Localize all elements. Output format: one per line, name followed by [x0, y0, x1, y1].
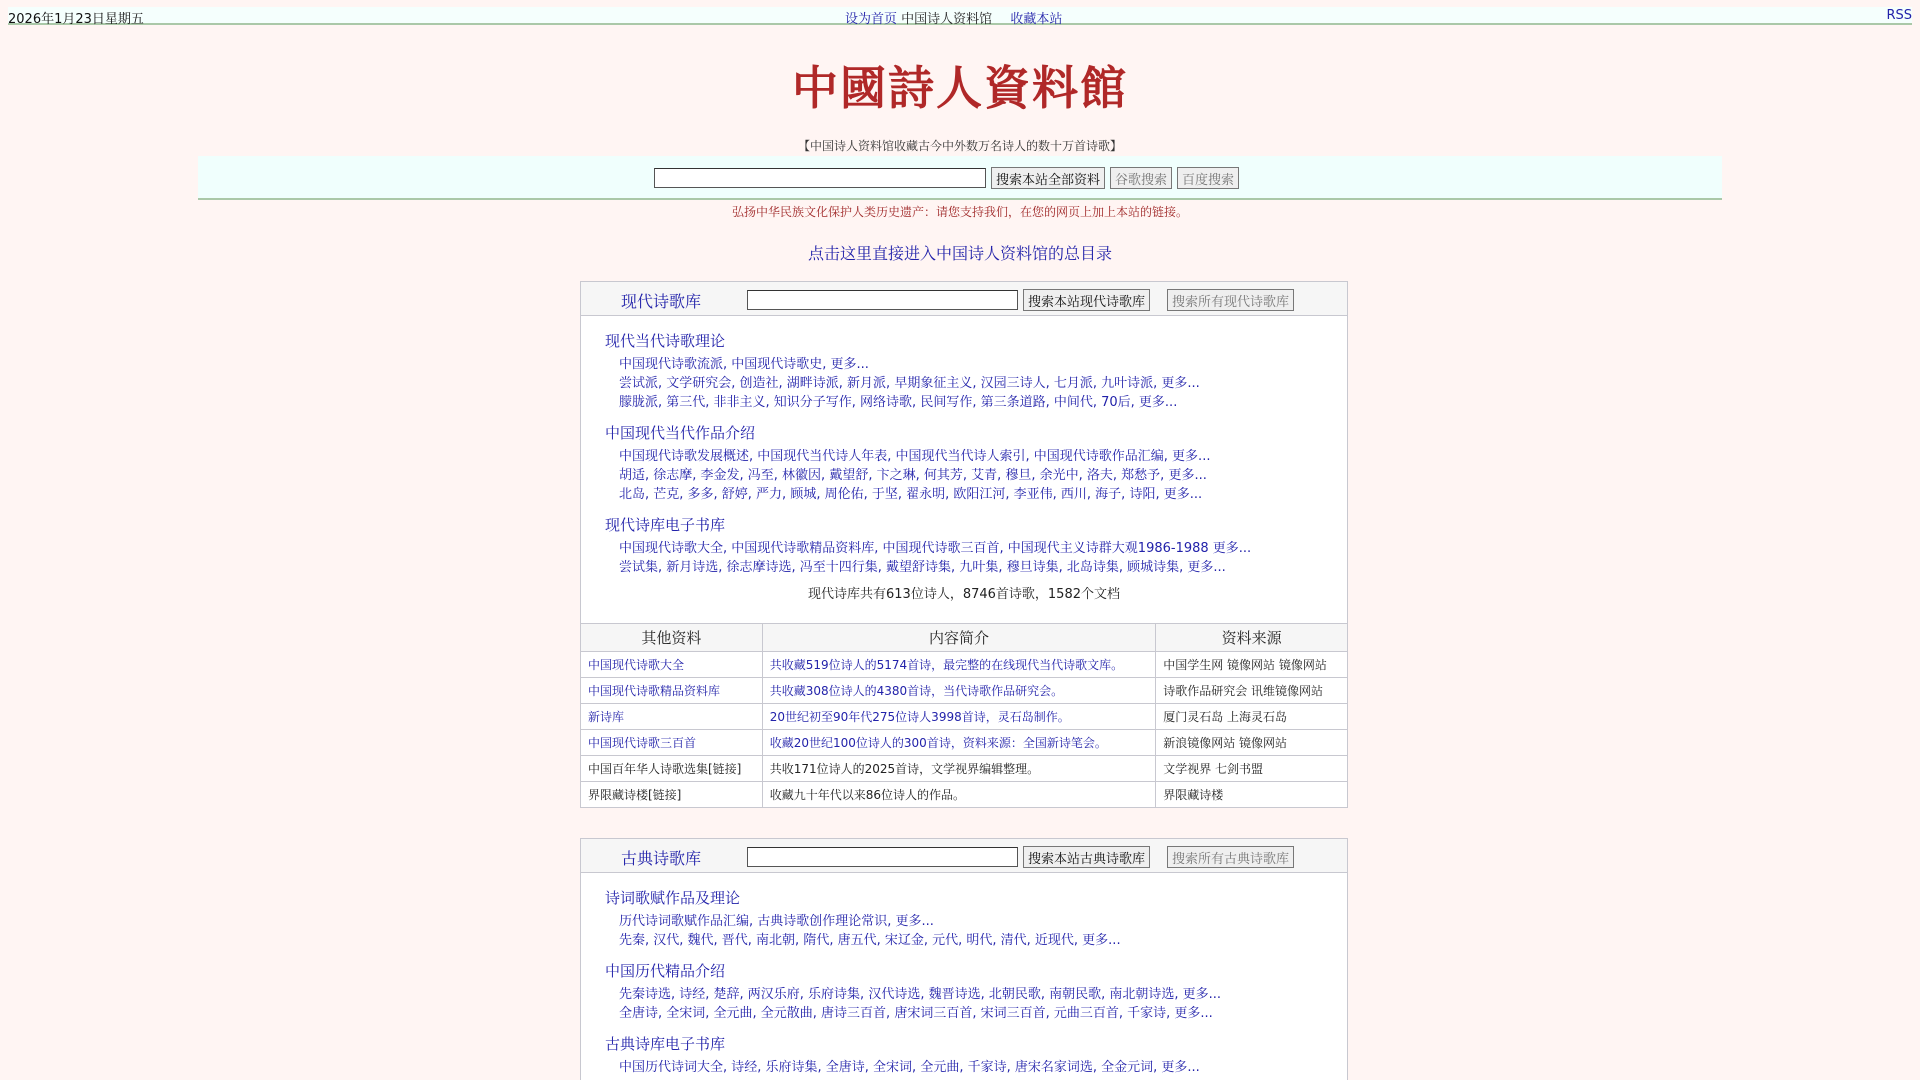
link-line[interactable]: 尝试集, 新月诗选, 徐志摩诗选, 冯至十四行集, 戴望舒诗集, 九叶集, 穆旦诗集, 北岛诗集, 顾城诗集, 更多... [619, 560, 1226, 575]
baidu-search-button[interactable]: 百度搜索 [1177, 167, 1239, 189]
resource-source[interactable]: 新浪镜像网站 镜像网站 [1156, 730, 1348, 756]
resource-name[interactable]: 界限藏诗楼[链接] [581, 782, 763, 808]
modern-panel-header [581, 282, 1347, 316]
resource-source[interactable]: 文学视界 七剑书盟 [1156, 756, 1348, 782]
modern-poetry-panel [580, 281, 1348, 624]
section-modern-ebooks[interactable]: 现代诗库电子书库 [605, 516, 726, 534]
section-classic-ebooks[interactable]: 古典诗库电子书库 [605, 1035, 726, 1053]
modern-search-input[interactable] [747, 290, 1018, 310]
section-classic-works[interactable]: 中国历代精品介绍 [605, 962, 726, 980]
classic-search-site-button[interactable]: 搜索本站古典诗歌库 [1023, 846, 1150, 868]
site-name-text: 中国诗人资料馆 [901, 12, 993, 27]
rss-link[interactable]: RSS [1886, 8, 1912, 23]
resource-desc[interactable]: 共收藏519位诗人的5174首诗，最完整的在线现代当代诗歌文库。 [762, 652, 1156, 678]
classic-search-input[interactable] [747, 847, 1018, 867]
table-header-row [581, 624, 1348, 652]
resource-name[interactable]: 中国现代诗歌精品资料库 [581, 678, 763, 704]
modern-search-site-button[interactable]: 搜索本站现代诗歌库 [1023, 289, 1150, 311]
directory-link[interactable]: 点击这里直接进入中国诗人资料馆的总目录 [807, 244, 1112, 263]
site-logo: 中國詩人資料館 [792, 61, 1128, 115]
link-line[interactable]: 历代诗词歌赋作品汇编, 古典诗歌创作理论常识, 更多... [619, 914, 934, 929]
table-row [581, 756, 1348, 782]
top-nav [845, 8, 1062, 27]
link-line[interactable]: 北岛, 芒克, 多多, 舒婷, 严力, 顾城, 周伦佑, 于坚, 翟永明, 欧阳江河, 李亚伟, 西川, 海子, 诗阳, 更多... [619, 487, 1203, 502]
current-date: 2026年1月23日星期五 [8, 12, 144, 27]
resource-desc: 收藏九十年代以来86位诗人的作品。 [762, 782, 1156, 808]
resource-desc[interactable]: 20世纪初至90年代275位诗人3998首诗，灵石岛制作。 [762, 704, 1156, 730]
col-header-other: 其他资料 [581, 624, 763, 652]
resource-name[interactable]: 新诗库 [581, 704, 763, 730]
table-row [581, 652, 1348, 678]
table-row [581, 730, 1348, 756]
resource-desc[interactable]: 收藏20世纪100位诗人的300首诗，资料来源：全国新诗笔会。 [762, 730, 1156, 756]
classic-panel-header [581, 839, 1347, 873]
link-line[interactable]: 全唐诗, 全宋词, 全元曲, 全元散曲, 唐诗三百首, 唐宋词三百首, 宋词三百首, 元曲三百首, 千家诗, 更多... [619, 1006, 1213, 1021]
table-row [581, 678, 1348, 704]
top-bar [8, 7, 1912, 25]
col-header-desc: 内容简介 [762, 624, 1156, 652]
modern-poetry-title[interactable]: 现代诗歌库 [621, 292, 702, 311]
link-line[interactable]: 胡适, 徐志摩, 李金发, 冯至, 林徽因, 戴望舒, 卞之琳, 何其芳, 艾青, 穆旦, 余光中, 洛夫, 郑愁予, 更多... [619, 468, 1207, 483]
col-header-source: 资料来源 [1156, 624, 1348, 652]
resource-source[interactable]: 中国学生网 镜像网站 镜像网站 [1156, 652, 1348, 678]
resource-name[interactable]: 中国百年华人诗歌选集[链接] [581, 756, 763, 782]
classic-poetry-title[interactable]: 古典诗歌库 [621, 849, 702, 868]
modern-search-all-button[interactable]: 搜索所有现代诗歌库 [1167, 289, 1294, 311]
classic-search-all-button[interactable]: 搜索所有古典诗歌库 [1167, 846, 1294, 868]
main-search-band [198, 156, 1722, 200]
link-line[interactable]: 先秦, 汉代, 魏代, 晋代, 南北朝, 隋代, 唐五代, 宋辽金, 元代, 明代, 清代, 近现代, 更多... [619, 933, 1121, 948]
set-homepage-link[interactable]: 设为首页 [845, 12, 898, 27]
link-line[interactable]: 朦胧派, 第三代, 非非主义, 知识分子写作, 网络诗歌, 民间写作, 第三条道路, 中间代, 70后, 更多... [619, 395, 1178, 410]
resource-source[interactable]: 诗歌作品研究会 讯维镜像网站 [1156, 678, 1348, 704]
link-line[interactable]: 中国现代诗歌大全, 中国现代诗歌精品资料库, 中国现代诗歌三百首, 中国现代主义诗群大观1986-1988 更多... [619, 541, 1252, 556]
resource-desc: 共收171位诗人的2025首诗，文学视界编辑整理。 [762, 756, 1156, 782]
site-tagline: 【中国诗人资料馆收藏古今中外数万名诗人的数十万首诗歌】 [797, 139, 1122, 153]
section-classic-theory[interactable]: 诗词歌赋作品及理论 [605, 889, 741, 907]
bookmark-site-link[interactable]: 收藏本站 [1010, 12, 1063, 27]
link-line[interactable]: 中国现代诗歌流派, 中国现代诗歌史, 更多... [619, 357, 869, 372]
resource-desc[interactable]: 共收藏308位诗人的4380首诗，当代诗歌作品研究会。 [762, 678, 1156, 704]
main-search-input[interactable] [654, 168, 986, 188]
resource-source[interactable]: 界限藏诗楼 [1156, 782, 1348, 808]
section-modern-works[interactable]: 中国现代当代作品介绍 [605, 424, 756, 442]
search-site-button[interactable]: 搜索本站全部资料 [991, 167, 1105, 189]
other-resources-table [580, 623, 1348, 808]
link-line[interactable]: 先秦诗选, 诗经, 楚辞, 两汉乐府, 乐府诗集, 汉代诗选, 魏晋诗选, 北朝民歌, 南朝民歌, 南北朝诗选, 更多... [619, 987, 1222, 1002]
resource-name[interactable]: 中国现代诗歌大全 [581, 652, 763, 678]
link-line[interactable]: 中国历代诗词大全, 诗经, 乐府诗集, 全唐诗, 全宋词, 全元曲, 千家诗, 唐宋名家词选, 全金元词, 更多... [619, 1060, 1200, 1075]
link-line[interactable]: 尝试派, 文学研究会, 创造社, 湖畔诗派, 新月派, 早期象征主义, 汉园三诗人, 七月派, 九叶诗派, 更多... [619, 376, 1200, 391]
resource-source[interactable]: 厦门灵石岛 上海灵石岛 [1156, 704, 1348, 730]
table-row [581, 782, 1348, 808]
section-modern-theory[interactable]: 现代当代诗歌理论 [605, 332, 726, 350]
resource-name[interactable]: 中国现代诗歌三百首 [581, 730, 763, 756]
link-line[interactable]: 中国现代诗歌发展概述, 中国现代当代诗人年表, 中国现代当代诗人索引, 中国现代诗歌作品汇编, 更多... [619, 449, 1211, 464]
support-message: 弘扬中华民族文化保护人类历史遗产：请您支持我们，在您的网页上加上本站的链接。 [731, 205, 1188, 219]
table-row [581, 704, 1348, 730]
google-search-button[interactable]: 谷歌搜索 [1110, 167, 1172, 189]
modern-stats: 现代诗库共有613位诗人，8746首诗歌，1582个文档 [808, 587, 1120, 602]
classic-poetry-panel [580, 838, 1348, 1080]
